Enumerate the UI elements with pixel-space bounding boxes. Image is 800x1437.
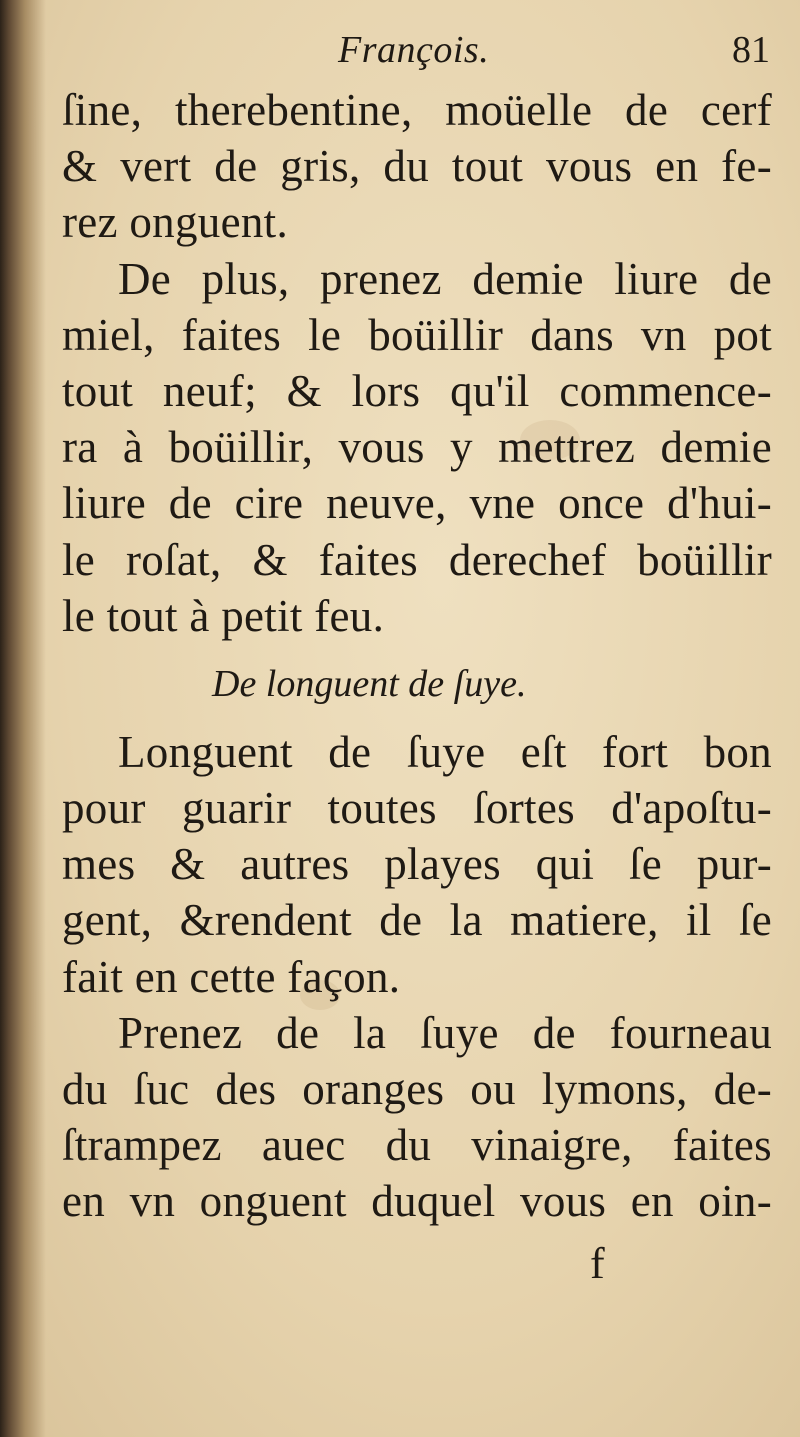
text-line: Longuent de ſuye eſt fort bon [118, 726, 772, 777]
text-line: pour guarir toutes ſortes d'apoſtu- [62, 783, 772, 834]
page-number: 81 [732, 29, 770, 71]
catchword: f [590, 1239, 605, 1288]
text-line: ſine, therebentine, moüelle de cerf [62, 85, 772, 135]
text-line: mes & autres playes qui ſe pur- [62, 839, 772, 890]
text-line: fait en cette façon. [62, 951, 401, 1002]
text-line: De plus, prenez demie liure de [118, 253, 772, 304]
section-title: De longuent de ſuye. [212, 662, 527, 705]
text-line: liure de cire neuve, vne once d'hui- [62, 478, 772, 529]
text-line: rez onguent. [62, 197, 289, 248]
text-line: tout neuf; & lors qu'il commence- [62, 365, 772, 416]
text-line: du ſuc des oranges ou lymons, de- [62, 1064, 772, 1114]
text-line: le tout à petit feu. [62, 590, 385, 641]
text-line: le roſat, & faites derechef boüillir [62, 534, 772, 585]
text-line: miel, faites le boüillir dans vn pot [62, 309, 772, 360]
page-gutter [0, 0, 46, 1437]
text-line: Prenez de la ſuye de fourneau [118, 1007, 772, 1058]
text-line: ra à boüillir, vous y mettrez demie [62, 422, 772, 473]
text-line: & vert de gris, du tout vous en fe- [62, 141, 772, 192]
text-line: gent, &rendent de la matiere, il ſe [62, 895, 772, 946]
text-line: ſtrampez auec du vinaigre, faites [62, 1120, 772, 1171]
text-line: en vn onguent duquel vous en oin- [62, 1176, 772, 1227]
page-header [60, 22, 770, 82]
text-block [62, 82, 772, 1230]
running-head: François. [338, 29, 490, 71]
